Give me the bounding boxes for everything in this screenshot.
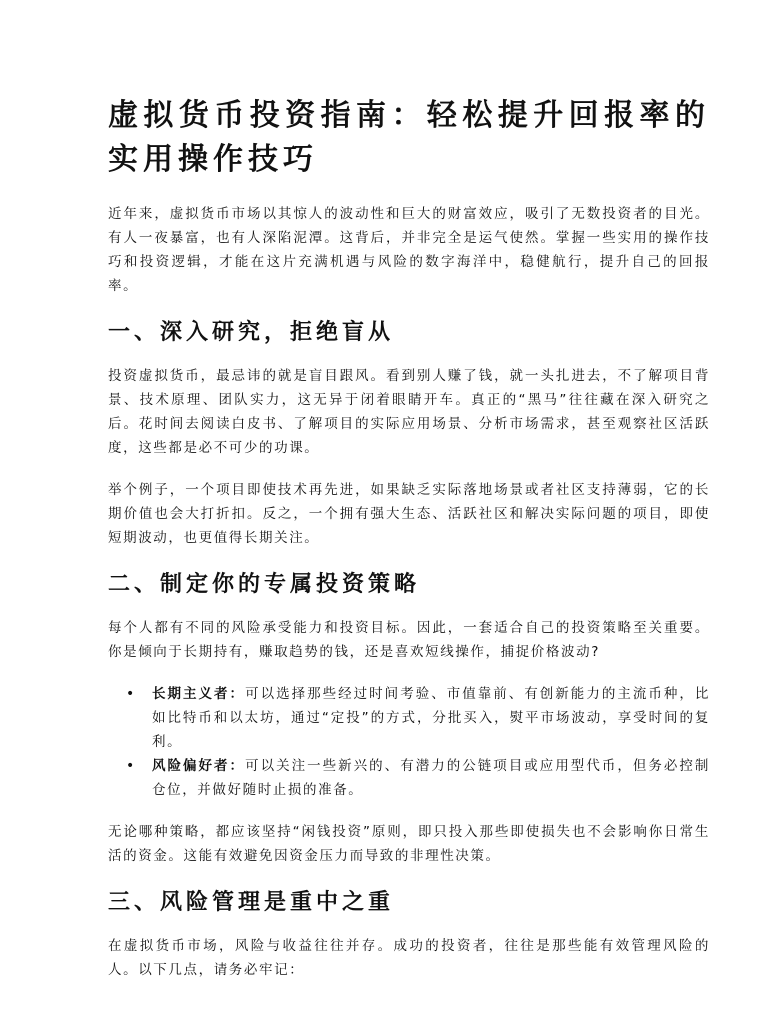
section-3-paragraph-1: 在虚拟货币市场，风险与收益往往并存。成功的投资者，往往是那些能有效管理风险的人。以下几点，请务必牢记： xyxy=(108,938,710,978)
section-3-heading: 三、风险管理是重中之重 xyxy=(108,890,395,915)
section-2-heading: 二、制定你的专属投资策略 xyxy=(108,572,421,597)
list-item-term: 风险偏好者： xyxy=(152,758,246,774)
intro-paragraph: 近年来，虚拟货币市场以其惊人的波动性和巨大的财富效应，吸引了无数投资者的目光。有人一夜暴富，也有人深陷泥潭。这背后，并非完全是运气使然。掌握一些实用的操作技巧和投资逻辑，才能在这片充满机遇与风险的数字海洋中，稳健航行，提升自己的回报率。 xyxy=(108,206,710,294)
list-item-text: 可以关注一些新兴的、有潜力的公链项目或应用型代币，但务必控制仓位，并做好随时止损的准备。 xyxy=(152,758,711,798)
bullet-icon: • xyxy=(126,758,136,774)
section-1-paragraph-1: 投资虚拟货币，最忌讳的就是盲目跟风。看到别人赚了钱，就一头扎进去，不了解项目背景、技术原理、团队实力，这无异于闭着眼睛开车。真正的“黑马”往往藏在深入研究之后。花时间去阅读白皮书、了解项目的实际应用场景、分析市场需求，甚至观察社区活跃度，这些都是必不可少的功课。 xyxy=(108,368,710,456)
section-2-paragraph-1: 每个人都有不同的风险承受能力和投资目标。因此，一套适合自己的投资策略至关重要。你是倾向于长期持有，赚取趋势的钱，还是喜欢短线操作，捕捉价格波动? xyxy=(108,620,710,660)
list-item xyxy=(126,754,711,802)
bullet-icon: • xyxy=(126,686,136,702)
list-item xyxy=(126,682,711,754)
section-1-heading: 一、深入研究，拒绝盲从 xyxy=(108,320,395,345)
list-item-term: 长期主义者： xyxy=(152,686,246,702)
strategy-list xyxy=(108,682,710,802)
list-item-text: 可以选择那些经过时间考验、市值靠前、有创新能力的主流币种，比如比特币和以太坊，通过“定投”的方式，分批买入，熨平市场波动，享受时间的复利。 xyxy=(152,686,711,750)
article-title: 虚拟货币投资指南：轻松提升回报率的实用操作技巧 xyxy=(108,98,710,177)
section-2-paragraph-2: 无论哪种策略，都应该坚持“闲钱投资”原则，即只投入那些即使损失也不会影响你日常生活的资金。这能有效避免因资金压力而导致的非理性决策。 xyxy=(108,824,710,864)
section-1-paragraph-2: 举个例子，一个项目即使技术再先进，如果缺乏实际落地场景或者社区支持薄弱，它的长期价值也会大打折扣。反之，一个拥有强大生态、活跃社区和解决实际问题的项目，即使短期波动，也更值得长期关注。 xyxy=(108,482,710,546)
